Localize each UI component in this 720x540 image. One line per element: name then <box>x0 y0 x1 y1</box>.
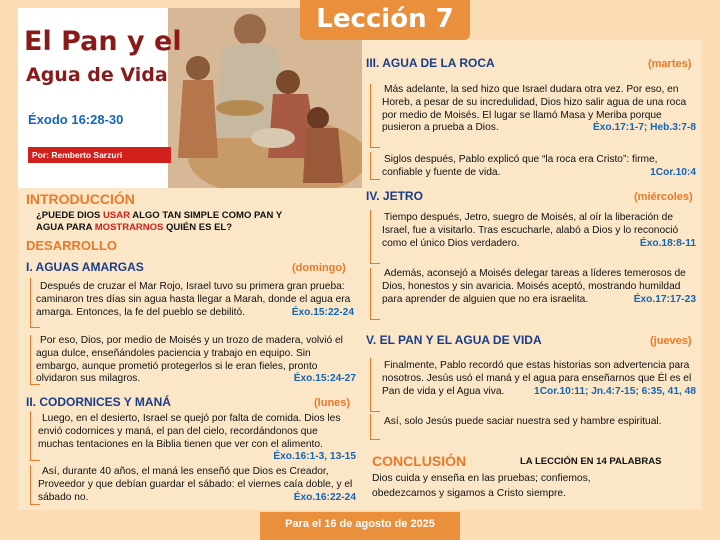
section-2-para-2 <box>38 466 356 504</box>
section-4-para-2-text: Además, aconsejó a Moisés delegar tareas a líderes temerosos de Dios, honestos y sin avaricia. Moisés aceptó, mostrando humildad para aprender de alguien que no era israelita. <box>382 268 686 305</box>
intro-question <box>36 210 356 234</box>
intro-question-part: ¿PUEDE DIOS <box>36 210 104 221</box>
conclusion-heading: CONCLUSIÓN <box>372 453 467 469</box>
section-2-para-1-text: Luego, en el desierto, Israel se quejó por falta de comida. Dios les envió codornices y maná, el pan del cielo, recordándonos que muchas tentaciones en la Biblia tienen que ver con el alimento. <box>38 413 341 450</box>
section-4-heading: IV. JETRO <box>366 189 423 203</box>
section-1-para-1 <box>36 281 354 319</box>
intro-heading: INTRODUCCIÓN <box>26 191 135 207</box>
bracket-line <box>370 358 380 412</box>
section-4-day: (miércoles) <box>634 191 693 203</box>
section-4-para-1-text: Tiempo después, Jetro, suegro de Moisés, al oír la liberación de Israel, fue a visitarlo. Tras escucharle, alabó a Dios y lo reconoció como el único Dios verdadero. <box>382 212 679 249</box>
section-4-para-1 <box>382 212 696 250</box>
section-2-heading: II. CODORNICES Y MANÁ <box>26 395 171 409</box>
section-1-para-2-text: Por eso, Dios, por medio de Moisés y un trozo de madera, volvió el agua dulce, enseñándoles paciencia y trabajo en equipo. Sin embargo, aunque prometió protegerlos si le eran fieles, pronto olvidaron sus milagros. <box>36 335 343 385</box>
main-title: El Pan y el <box>24 26 182 57</box>
section-1-day: (domingo) <box>292 262 346 274</box>
intro-question-part: AGUA PARA <box>36 222 95 233</box>
section-3-para-2-text: Siglos después, Pablo explicó que “la roca era Cristo”: firme, confiable y fuente de vida. <box>382 154 658 178</box>
author-bar: Por: Remberto Sarzuri <box>28 147 171 163</box>
desarrollo-heading: DESARROLLO <box>26 238 117 253</box>
section-3-heading: III. AGUA DE LA ROCA <box>366 56 495 70</box>
section-3-para-1-ref: Éxo.17:1-7; Heb.3:7-8 <box>592 122 696 134</box>
section-5-para-1-text: Finalmente, Pablo recordó que estas historias son advertencia para nosotros. Jesús usó el maná y el agua para enseñarnos que Él es el Pan de vida y el Agua viva. <box>382 360 692 397</box>
key-reference: Éxodo 16:28-30 <box>28 112 124 127</box>
section-3-para-1 <box>382 84 696 135</box>
conclusion-tag: LA LECCIÓN EN 14 PALABRAS <box>520 456 662 467</box>
intro-question-mostrarnos: MOSTRARNOS <box>94 222 164 233</box>
section-1-para-2 <box>36 335 356 386</box>
section-5-para-2-text: Así, solo Jesús puede saciar nuestra sed y hambre espiritual. <box>384 416 662 427</box>
bracket-line <box>370 414 380 440</box>
section-5-heading: V. EL PAN Y EL AGUA DE VIDA <box>366 333 542 347</box>
section-1-heading: I. AGUAS AMARGAS <box>26 260 144 274</box>
section-2-para-2-ref: Éxo.16:22-24 <box>293 491 356 503</box>
section-3-day: (martes) <box>648 58 692 70</box>
section-3-para-2 <box>382 154 696 180</box>
section-1-para-2-ref: Éxo.15:24-27 <box>293 373 356 385</box>
section-4-para-2 <box>382 268 696 306</box>
section-3-para-2-ref: 1Cor.10:4 <box>650 166 696 178</box>
conclusion-line-1: Dios cuida y enseña en las pruebas; confiemos, <box>372 473 591 484</box>
bracket-line <box>370 152 380 180</box>
lesson-number: Lección 7 <box>316 4 454 34</box>
section-2-para-2-text: Así, durante 40 años, el maná les enseñó que Dios es Creador, Proveedor y que debían guardar el sábado: el viernes caía doble, y el sábado no. <box>38 466 353 503</box>
intro-question-part: QUIÉN ES EL? <box>163 222 233 233</box>
section-1-para-1-ref: Éxo.15:22-24 <box>291 306 354 318</box>
section-4-para-1-ref: Éxo.18:8-11 <box>639 237 696 249</box>
section-4-para-2-ref: Éxo.17:17-23 <box>633 293 696 305</box>
conclusion-text <box>372 472 692 501</box>
footer-date: Para el 16 de agosto de 2025 <box>285 518 435 530</box>
section-5-para-1 <box>382 360 696 398</box>
section-5-para-2 <box>382 416 696 429</box>
bracket-line <box>370 84 380 148</box>
section-2-para-1-ref: Éxo.16:1-3, 13-15 <box>273 451 356 463</box>
conclusion-line-2: obedezcamos y sigamos a Cristo siempre. <box>372 487 567 499</box>
section-5-day: (jueves) <box>650 335 692 347</box>
section-2-day: (lunes) <box>314 397 351 409</box>
intro-question-usar: USAR <box>103 210 130 221</box>
section-5-para-1-ref: 1Cor.10:11; Jn.4:7-15; 6:35, 41, 48 <box>534 385 696 397</box>
section-3-para-1-text: Más adelante, la sed hizo que Israel dudara otra vez. Por eso, en Horeb, a pesar de su incredulidad, Dios hizo salir agua de una roca por medio de Moisés. El lugar se llamó Masa y Meriba porque pusieron a prueba a Dios. <box>382 84 687 134</box>
main-subtitle: Agua de Vida <box>26 64 168 86</box>
bracket-line <box>370 210 380 264</box>
section-2-para-1 <box>38 413 356 464</box>
bracket-line <box>370 268 380 320</box>
section-1-para-1-text: Después de cruzar el Mar Rojo, Israel tuvo su primera gran prueba: caminaron tres días sin agua hasta llegar a Marah, donde el agua era amarga. Entonces, la fe del pueblo se debilitó. <box>36 281 351 318</box>
intro-question-part: ALGO TAN SIMPLE COMO PAN Y <box>129 210 283 221</box>
